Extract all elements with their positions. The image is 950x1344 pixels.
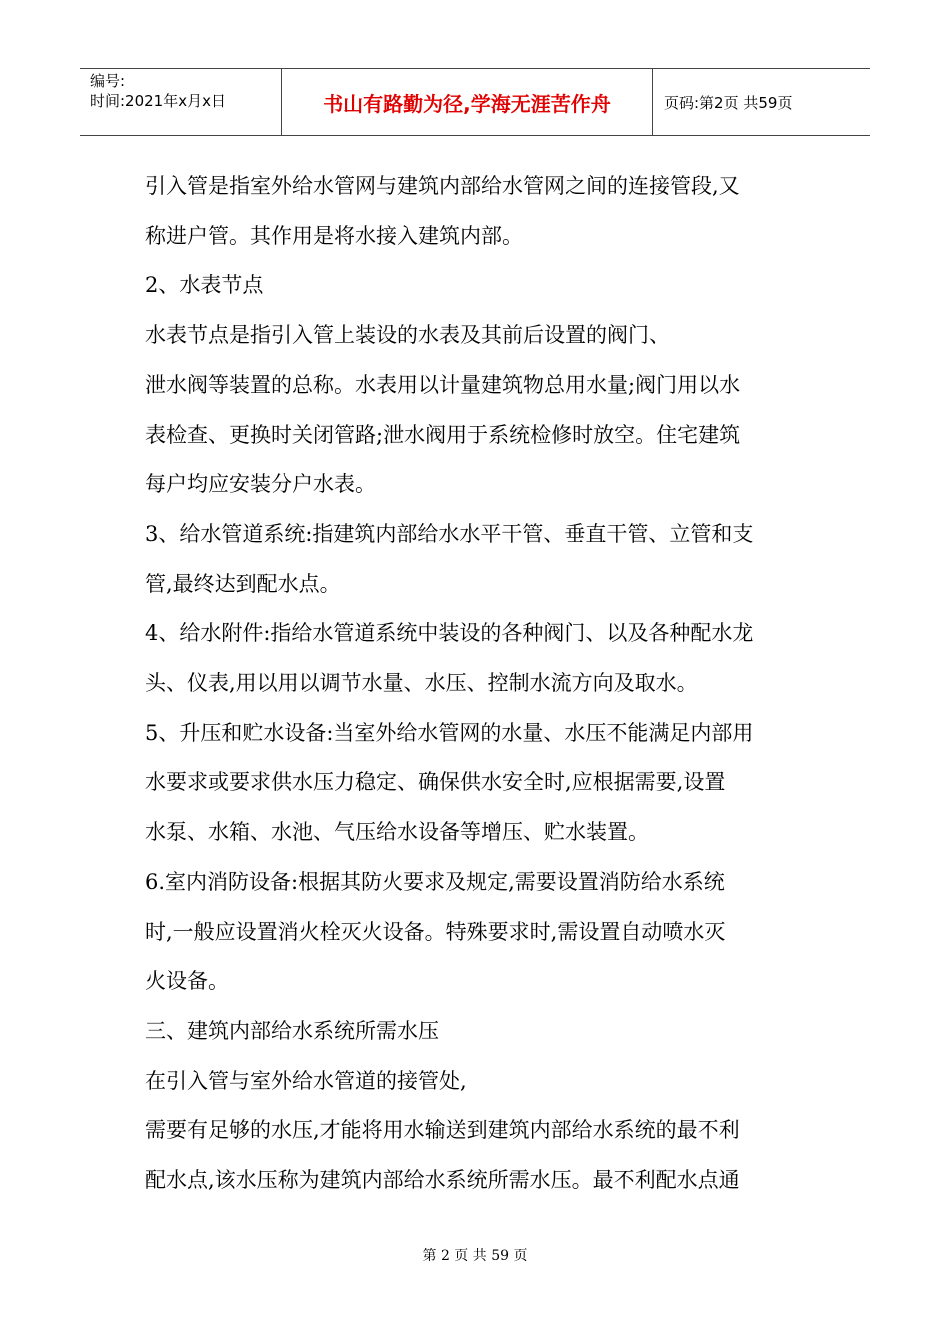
body-line: 泄水阀等装置的总称。水表用以计量建筑物总用水量;阀门用以水 [145, 372, 741, 397]
body-line: 表检查、更换时关闭管路;泄水阀用于系统检修时放空。住宅建筑 [145, 422, 741, 447]
body-line: 3、给水管道系统:指建筑内部给水水平干管、垂直干管、立管和支 [145, 521, 754, 546]
body-line: 火设备。 [145, 969, 229, 994]
body-line: 配水点,该水压称为建筑内部给水系统所需水压。最不利配水点通 [145, 1168, 740, 1193]
section-heading: 三、建筑内部给水系统所需水压 [145, 1018, 439, 1043]
body-line: 5、升压和贮水设备:当室外给水管网的水量、水压不能满足内部用 [145, 720, 754, 745]
body-line: 水表节点是指引入管上装设的水表及其前后设置的阀门、 [145, 323, 670, 348]
page-footer: 第 2 页 共 59 页 [422, 1248, 528, 1264]
body-line: 水泵、水箱、水池、气压给水设备等增压、贮水装置。 [145, 820, 649, 845]
body-line: 管,最终达到配水点。 [145, 571, 341, 596]
body-line: 头、仪表,用以用以调节水量、水压、控制水流方向及取水。 [145, 671, 698, 696]
section-heading: 2、水表节点 [145, 273, 264, 298]
body-line: 引入管是指室外给水管网与建筑内部给水管网之间的连接管段,又 [145, 174, 740, 198]
page-header [80, 68, 870, 136]
body-line: 称进户管。其作用是将水接入建筑内部。 [145, 223, 523, 248]
body-line: 需要有足够的水压,才能将用水输送到建筑内部给水系统的最不利 [145, 1118, 740, 1143]
body-line: 时,一般应设置消火栓灭火设备。特殊要求时,需设置自动喷水灭 [145, 919, 726, 944]
document-body [145, 162, 810, 1206]
document-number-label: 编号: [90, 72, 126, 90]
body-line: 水要求或要求供水压力稳定、确保供水安全时,应根据需要,设置 [145, 770, 726, 795]
body-line: 在引入管与室外给水管道的接管处, [145, 1068, 467, 1093]
header-page-info: 页码:第2页 共59页 [664, 93, 793, 112]
header-motto: 书山有路勤为径,学海无涯苦作舟 [281, 69, 653, 135]
body-line: 每户均应安装分户水表。 [145, 472, 376, 497]
body-line: 6.室内消防设备:根据其防火要求及规定,需要设置消防给水系统 [145, 869, 725, 894]
body-line: 4、给水附件:指给水管道系统中装设的各种阀门、以及各种配水龙 [145, 621, 754, 646]
header-meta [90, 71, 280, 111]
document-date-label: 时间:2021年x月x日 [90, 92, 226, 110]
